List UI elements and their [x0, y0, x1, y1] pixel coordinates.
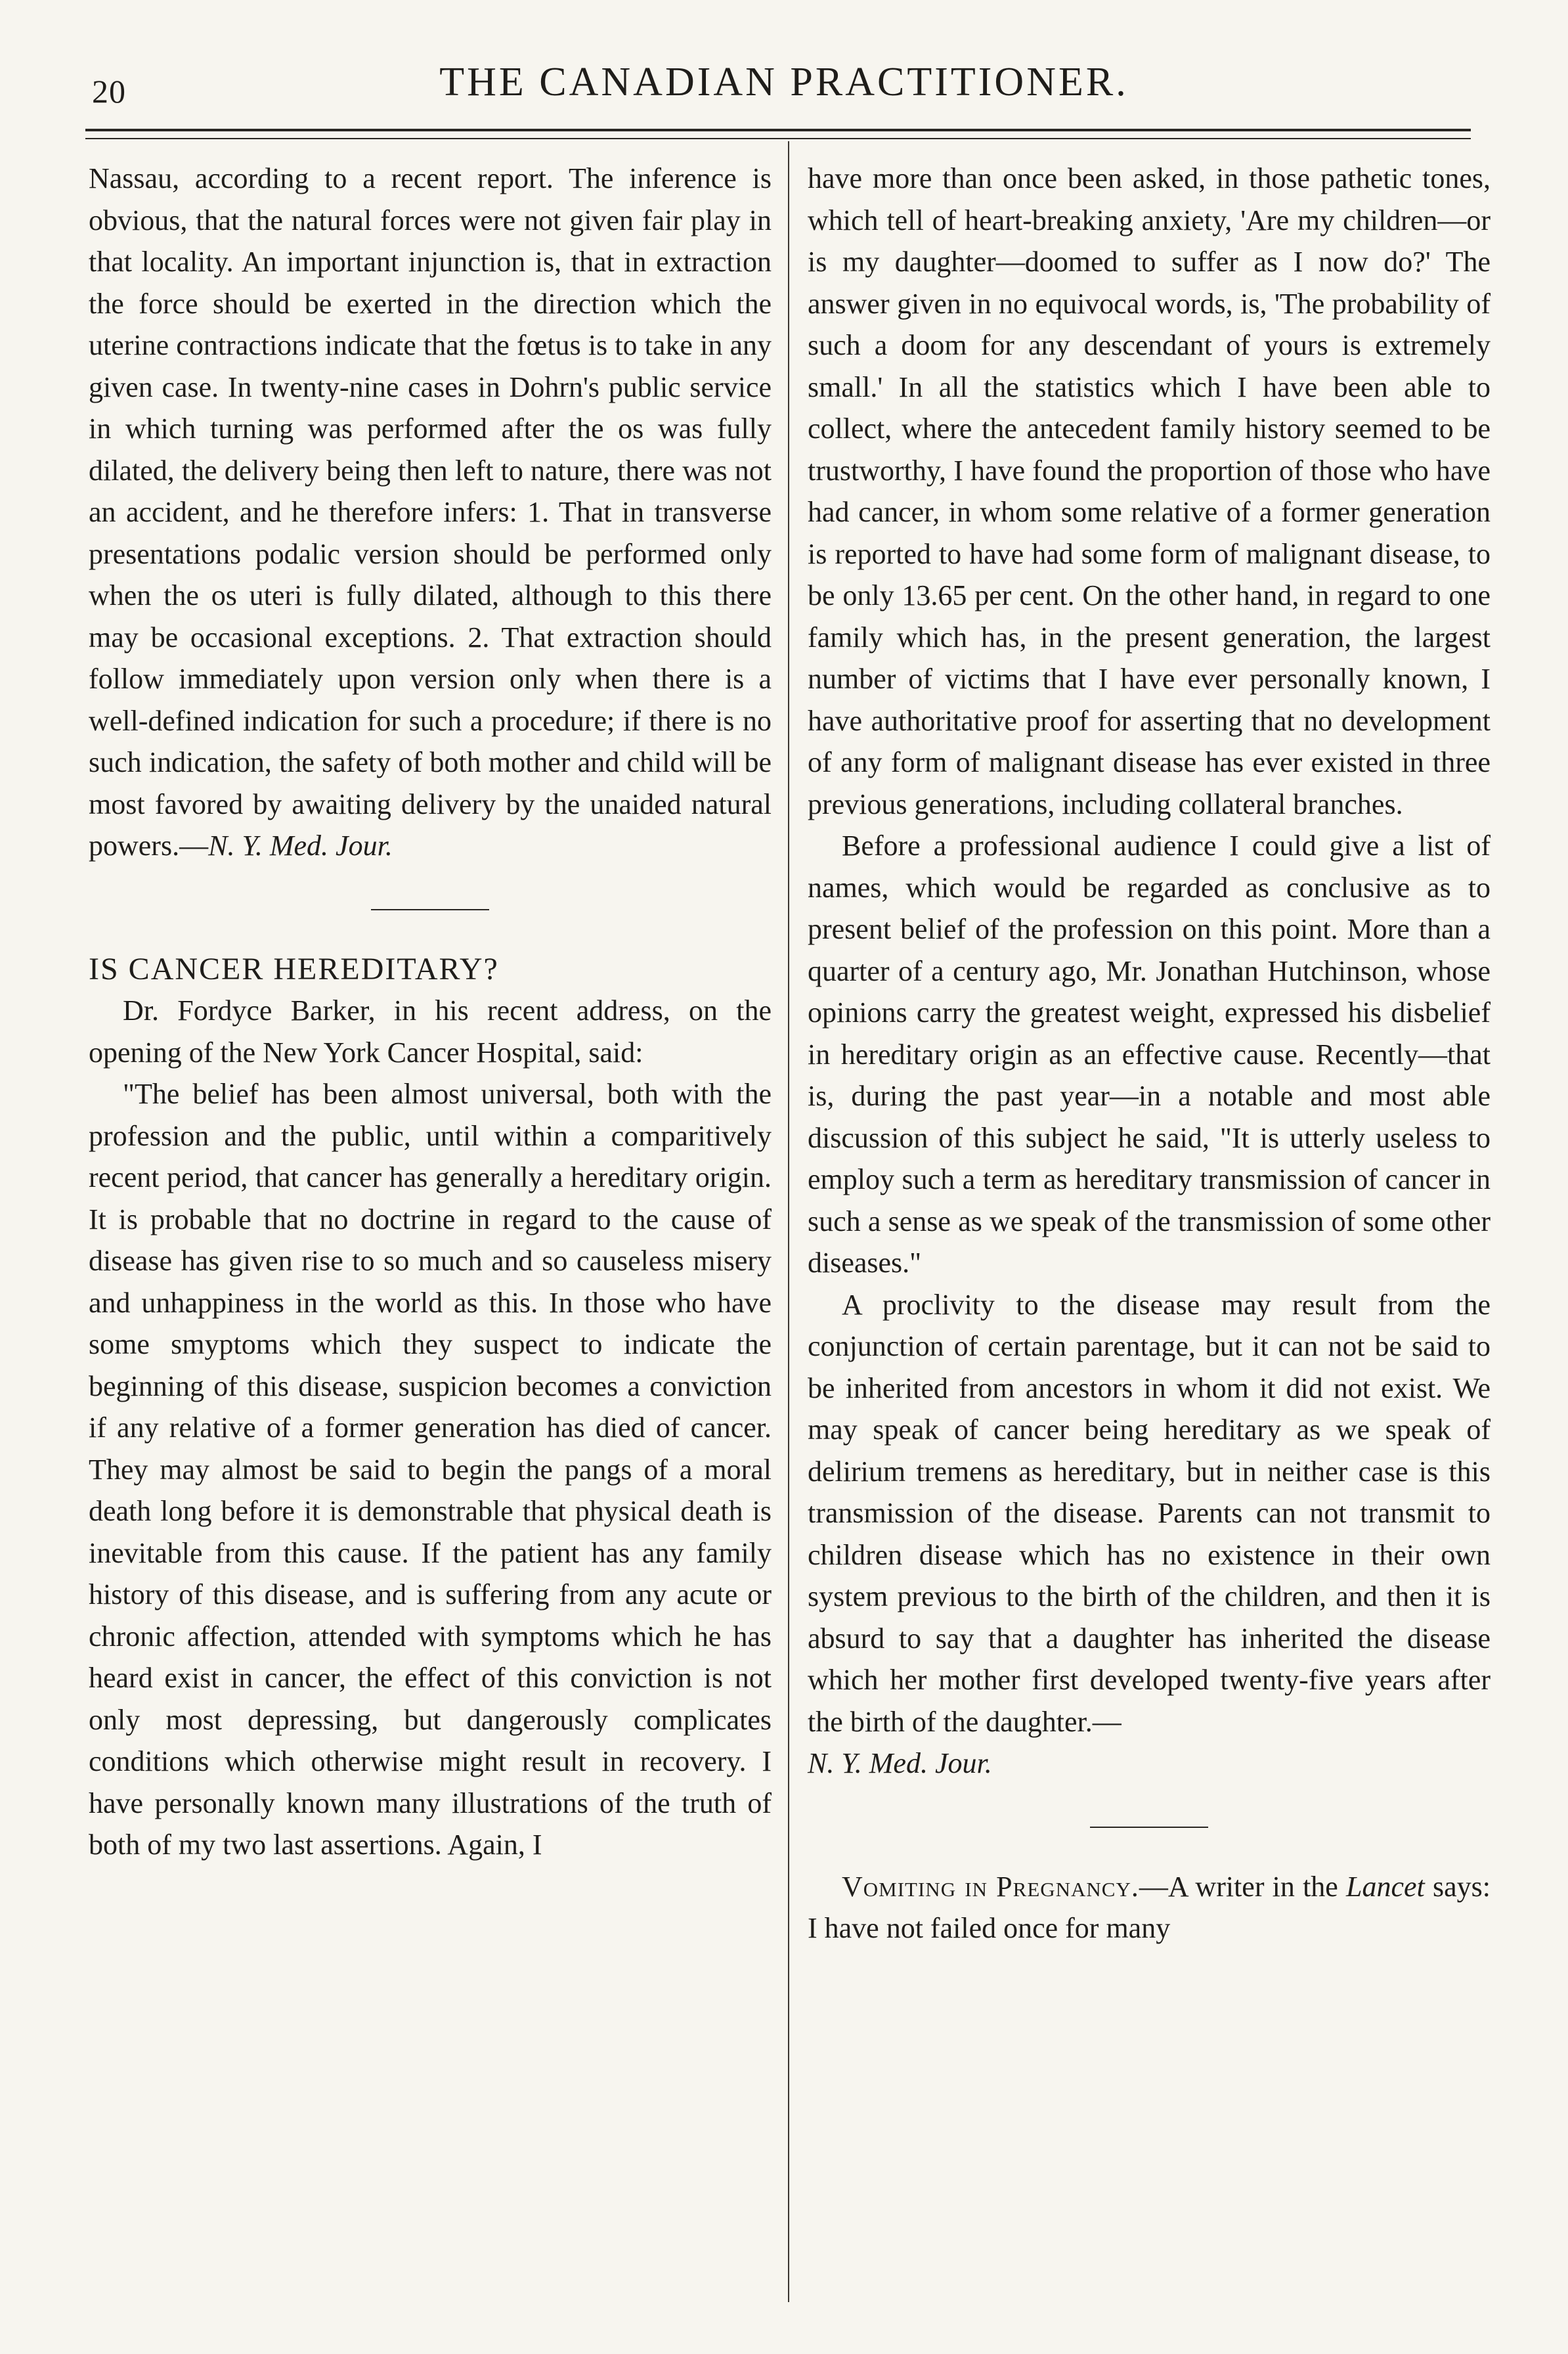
paragraph-continued: have more than once been asked, in those pathetic tones, which tell of heart-breaking anxiety, 'Are my children—or is my daughter—doomed to suffer as I now do?' The answer given in no equivocal words, is, 'The probability of such a doom for any descendant of yours is extremely small.' In all the statistics which I have been able to collect, where the antecedent family history seemed to be trustworthy, I have found the proportion of those who have had cancer, in whom some relative of a former generation is reported to have had some form of malignant disease, to be only 13.65 per cent. On the other hand, in regard to one family which has, in the present generation, the largest number of victims that I have ever personally known, I have authoritative proof for asserting that no development of any form of malignant disease has ever existed in three previous generations, including collateral branches.: [808, 162, 1491, 820]
citation-line: [808, 1743, 1491, 1785]
journal-title: THE CANADIAN PRACTITIONER.: [439, 60, 1129, 104]
section-separator: [1090, 1827, 1208, 1828]
article-heading: IS CANCER HEREDITARY?: [89, 951, 499, 987]
page-header: [0, 39, 1568, 118]
left-column: [89, 158, 772, 1866]
paragraph: Dr. Fordyce Barker, in his recent address, on the opening of the New York Cancer Hospital, said:: [89, 994, 772, 1069]
paragraph-text: Nassau, according to a recent report. The inference is obvious, that the natural forces were not given fair play in that locality. An important injunction is, that in extraction the force should be exerted in the direction which the uterine contractions indicate that the fœtus is to take in any given case. In twenty-nine cases in Dohrn's public service in which turning was performed after the os was fully dilated, the delivery being then left to nature, there was not an accident, and he therefore infers: 1. That in transverse presentations podalic version should be performed only when the os uteri is fully dilated, although to this there may be occasional exceptions. 2. That extraction should follow immediately upon version only when there is a well-defined indication for such a procedure; if there is no such indication, the safety of both mother and child will be most favored by awaiting delivery by the unaided natural powers.—: [89, 162, 772, 862]
paragraph: A proclivity to the disease may result from the conjunction of certain parentage, but it can not be said to be inherited from ancestors in whom it did not exist. We may speak of cancer being hereditary as we speak of delirium tremens as hereditary, but in neither case is this transmission of the disease. Parents can not transmit to children disease which has no existence in their own system previous to the birth of the children, and then it is absurd to say that a daughter has inherited the disease which her mother first developed twenty-five years after the birth of the daughter.—: [808, 1288, 1491, 1738]
section-separator: [371, 909, 489, 910]
paragraph-text: —A writer in the: [1139, 1870, 1347, 1903]
header-rule-thick: [85, 129, 1471, 131]
citation: N. Y. Med. Jour.: [208, 830, 393, 862]
paragraph-text: says: I have not failed once for many: [808, 1870, 1491, 1944]
header-rule-thin: [85, 138, 1471, 139]
citation: N. Y. Med. Jour.: [808, 1747, 992, 1779]
paragraph: Before a professional audience I could give a list of names, which would be regarded as conclusive as to present belief of the profession on this point. More than a quarter of a century ago, Mr. Jonathan Hutchinson, whose opinions carry the greatest weight, expressed his disbelief in hereditary origin as an effective cause. Recently—that is, during the past year—in a notable and most able discussion of this subject he said, "It is utterly useless to employ such a term as hereditary transmission of cancer in such a sense as we speak of the transmission of some other diseases.": [808, 830, 1491, 1279]
column-divider: [788, 141, 789, 2302]
paragraph-continued: [89, 158, 772, 867]
journal-name: Lancet: [1346, 1870, 1425, 1903]
paragraph: [808, 1866, 1491, 1949]
page-number: 20: [92, 73, 126, 110]
paragraph: "The belief has been almost universal, both with the profession and the public, until within a comparitively recent period, that cancer has generally a hereditary origin. It is probable that no doctrine in regard to the cause of disease has given rise to so much and so causeless misery and unhappiness in the world as this. In those who have some smyptoms which they suspect to indicate the beginning of this disease, suspicion becomes a conviction if any relative of a former generation has died of cancer. They may almost be said to begin the pangs of a moral death long before it is demonstrable that physical death is inevitable from this cause. If the patient has any family history of this disease, and is suffering from any acute or chronic affection, attended with symptoms which he has heard exist in cancer, the effect of this conviction is not only most depressing, but dangerously complicates conditions which otherwise might result in recovery. I have personally known many illustrations of the truth of both of my two last assertions. Again, I: [89, 1078, 772, 1861]
run-in-heading: Vomiting in Pregnancy.: [842, 1870, 1139, 1903]
right-column: [808, 158, 1491, 1949]
